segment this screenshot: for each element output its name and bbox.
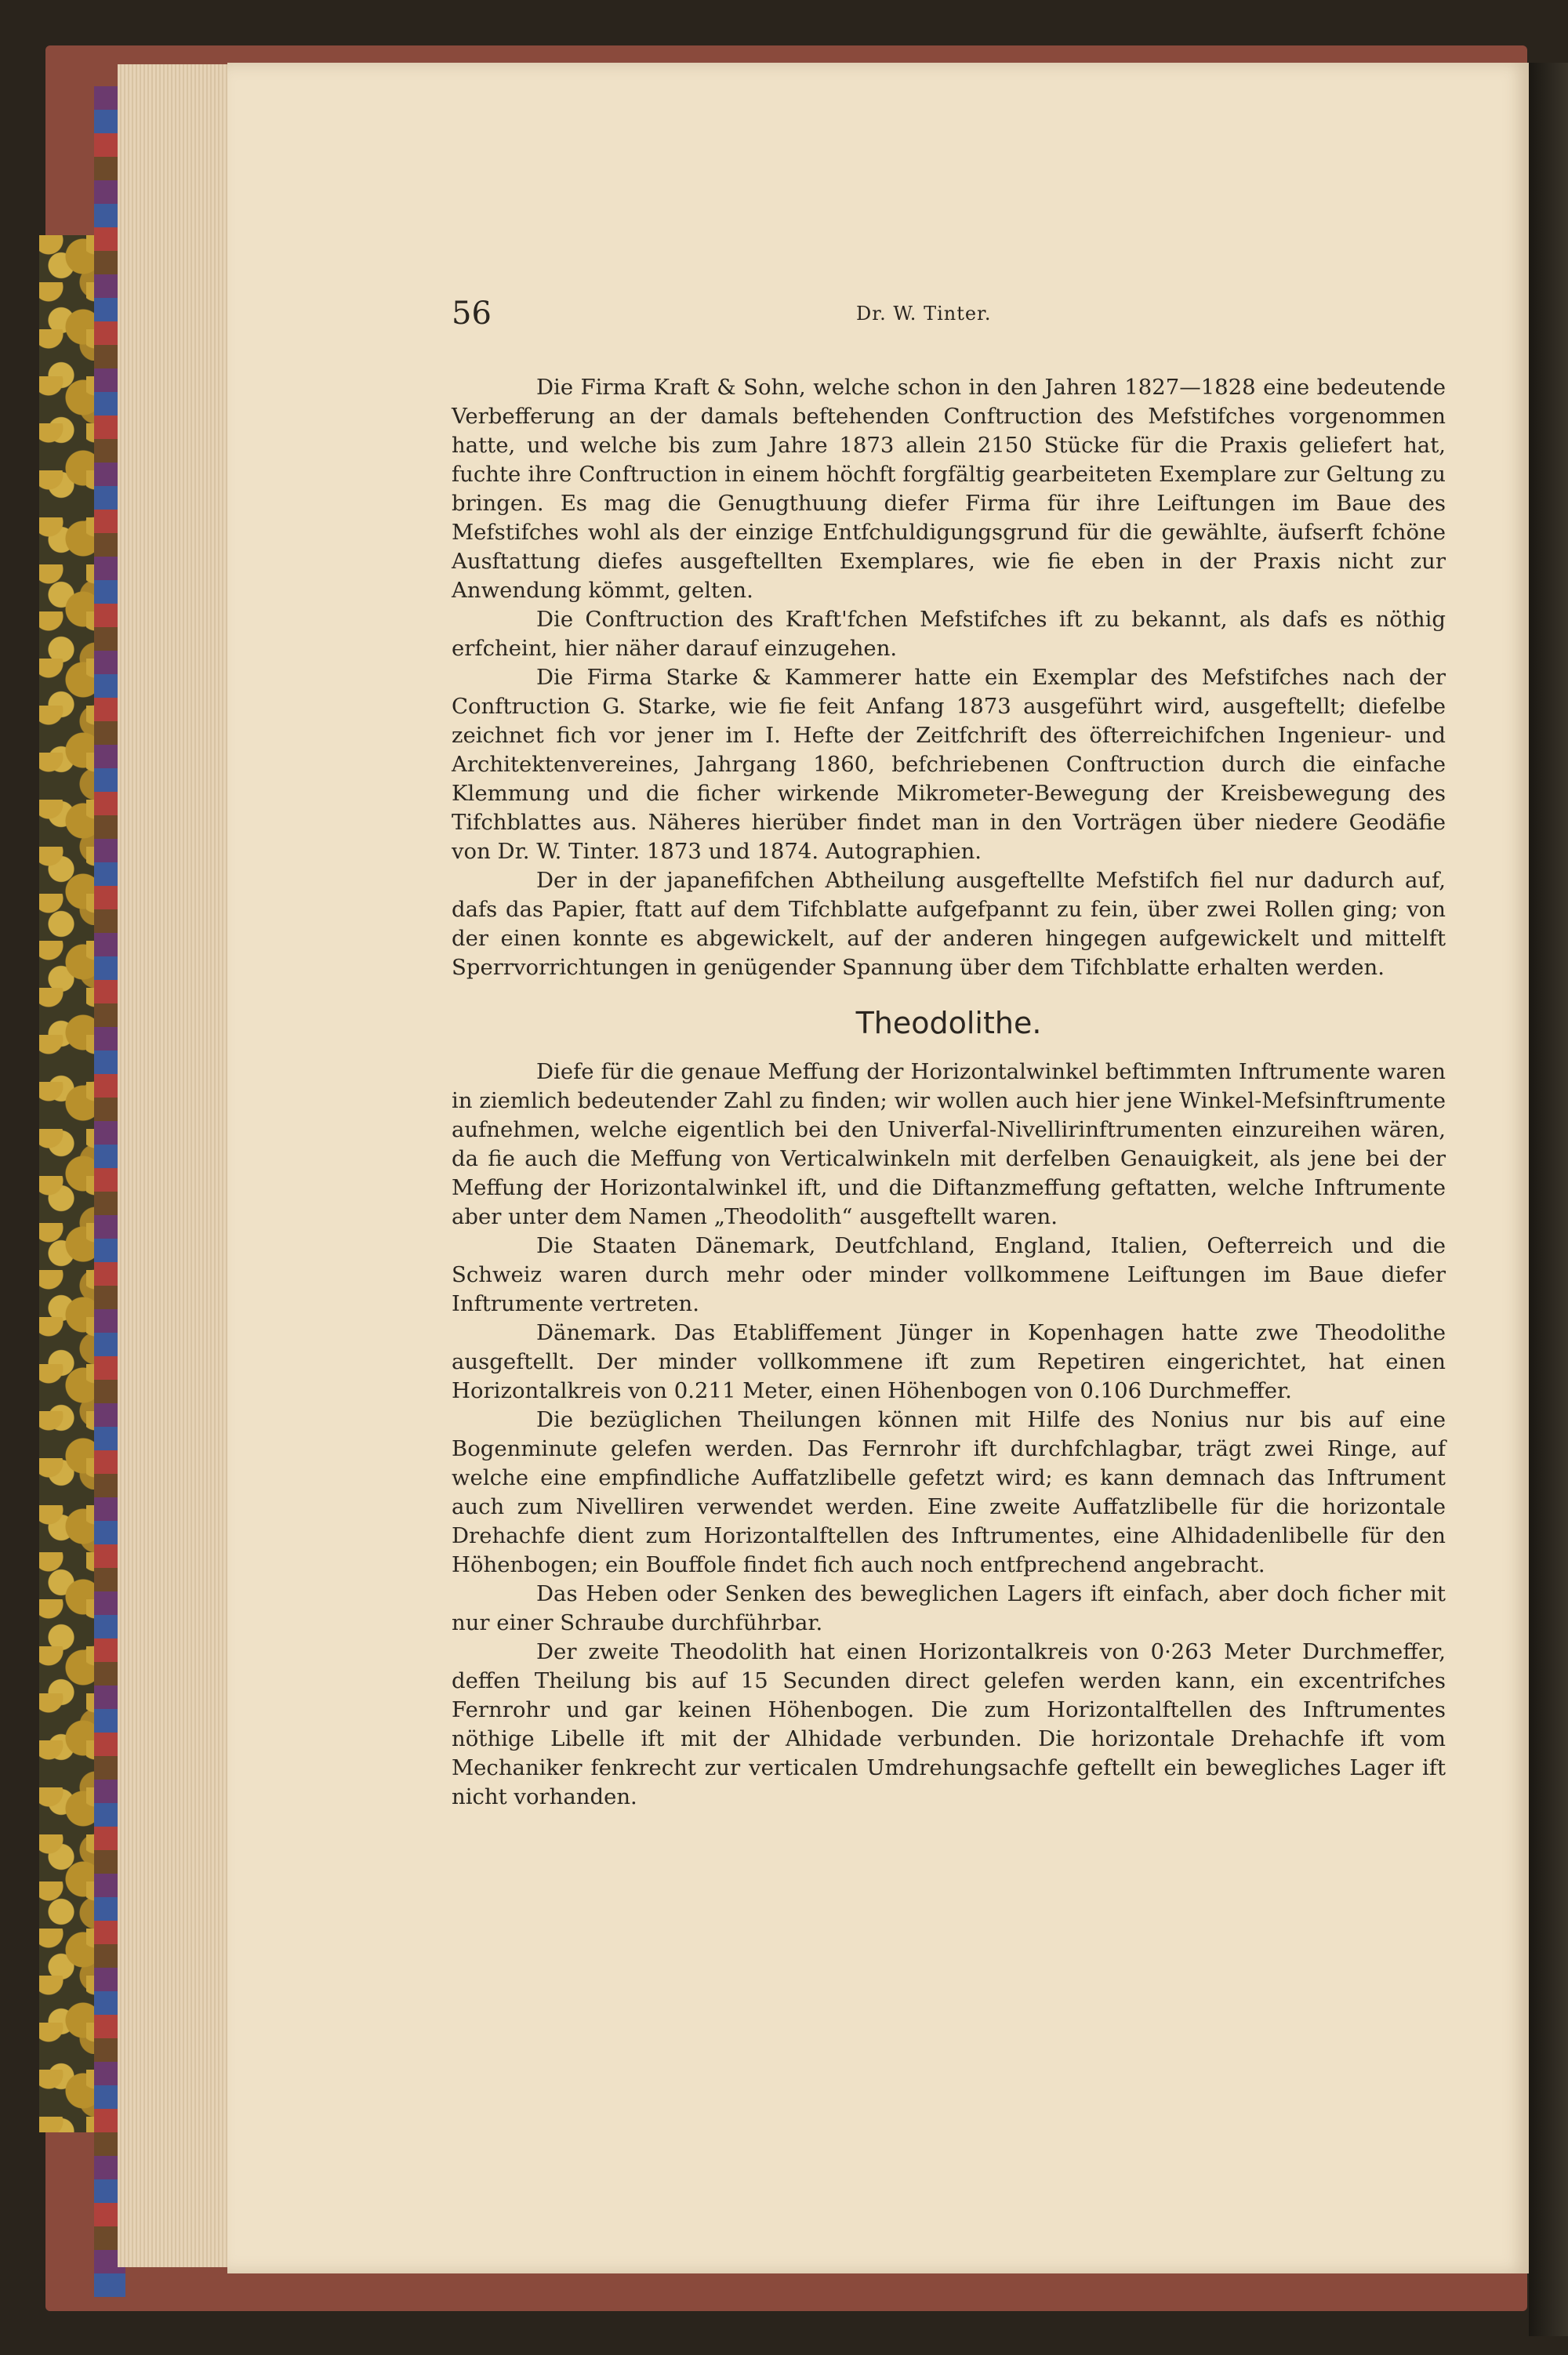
book-right-edge	[1529, 63, 1568, 2336]
paragraph: Der in der japanefifchen Abtheilung ausgeftellte Mefstifch fiel nur dadurch auf, dafs das Papier, ftatt auf dem Tifchblatte aufgefpannt zu fein, über zwei Rollen ging; von der einen konnte es abgewickelt, auf der anderen hingegen aufgewickelt und mittelft Sperrvorrichtungen in genügender Spannung über dem Tifchblatte erhalten werden.	[452, 868, 1446, 980]
page-number: 56	[452, 296, 492, 332]
paragraph: Die bezüglichen Theilungen können mit Hilfe des Nonius nur bis auf eine Bogenminute gelefen werden. Das Fernrohr ift durchfchlagbar, trägt zwei Ringe, auf welche eine empfindliche Auffatzlibelle gefetzt wird; es kann demnach das Inftrument auch zum Nivelliren verwendet werden. Eine zweite Auffatzlibelle für die horizontale Drehachfe dient zum Horizontalftellen des Inftrumentes, eine Alhidadenlibelle für den Höhenbogen; ein Bouffole findet fich auch noch entfprechend angebracht.	[452, 1407, 1446, 1577]
paragraph: Die Firma Kraft & Sohn, welche schon in den Jahren 1827—1828 eine bedeutende Verbefferung an der damals beftehenden Conftruction des Mefstifches vorgenommen hatte, und welche bis zum Jahre 1873 allein 2150 Stücke für die Praxis geliefert hat, fuchte ihre Conftruction in einem höchft forgfältig gearbeiteten Exemplare zur Geltung zu bringen. Es mag die Genugthuung diefer Firma für ihre Leiftungen im Baue des Mefstifches wohl als der einzige Entfchuldigungsgrund für die gewählte, äufserft fchöne Ausftattung diefes ausgeftellten Exemplares, wie fie eben in der Praxis nicht zur Anwendung kömmt, gelten.	[452, 375, 1446, 603]
paragraph: Die Conftruction des Kraft'fchen Mefstifches ift zu bekannt, als dafs es nöthig erfcheint, hier näher darauf einzugehen.	[452, 607, 1446, 661]
body-text	[452, 373, 1446, 1812]
paragraph: Die Staaten Dänemark, Deutfchland, England, Italien, Oefterreich und die Schweiz waren durch mehr oder minder vollkommene Leiftungen im Baue diefer Inftrumente vertreten.	[452, 1233, 1446, 1316]
paragraph: Dänemark. Das Etabliffement Jünger in Kopenhagen hatte zwe Theodolithe ausgeftellt. Der minder vollkommene ift zum Repetiren eingerichtet, hat einen Horizontalkreis von 0.211 Meter, einen Höhenbogen von 0.106 Durchmeffer.	[452, 1320, 1446, 1403]
paragraph: Diefe für die genaue Meffung der Horizontalwinkel beftimmten Inftrumente waren in ziemlich bedeutender Zahl zu finden; wir wollen auch hier jene Winkel-Mefsinftrumente aufnehmen, welche eigentlich bei den Univerfal-Nivellirinftrumenten einzureihen wären, da fie auch die Meffung von Verticalwinkeln mit derfelben Genauigkeit, als jene bei der Meffung der Horizontalwinkel ift, und die Diftanzmeffung geftatten, welche Inftrumente aber unter dem Namen „Theodolith“ ausgeftellt waren.	[452, 1059, 1446, 1229]
paragraph: Der zweite Theodolith hat einen Horizontalkreis von 0·263 Meter Durchmeffer, deffen Theilung bis auf 15 Secunden direct gelefen werden kann, ein excentrifches Fernrohr und gar keinen Höhenbogen. Die zum Horizontalftellen des Inftrumentes nöthige Libelle ift mit der Alhidade verbunden. Die horizontale Drehachfe ift vom Mechaniker fenkrecht zur verticalen Umdrehungsachfe geftellt ein bewegliches Lager ift nicht vorhanden.	[452, 1639, 1446, 1809]
running-head: Dr. W. Tinter.	[856, 303, 992, 325]
paragraph: Die Firma Starke & Kammerer hatte ein Exemplar des Mefstifches nach der Conftruction G. Starke, wie fie feit Anfang 1873 ausgeführt wird, ausgeftellt; diefelbe zeichnet fich vor jener im I. Hefte der Zeitfchrift des öfterreichifchen Ingenieur- und Architektenvereines, Jahrgang 1860, befchriebenen Conftruction durch die einfache Klemmung und die ficher wirkende Mikrometer-Bewegung der Kreisbewegung des Tifchblattes aus. Näheres hierüber findet man in den Vorträgen über niedere Geodäfie von Dr. W. Tinter. 1873 und 1874. Autographien.	[452, 665, 1446, 864]
page-edges	[118, 64, 235, 2267]
page-content	[452, 292, 1446, 1812]
section-title: Theodolithe.	[855, 1006, 1042, 1040]
page-header	[452, 292, 1446, 339]
paragraph: Das Heben oder Senken des beweglichen Lagers ift einfach, aber doch ficher mit nur einer Schraube durchführbar.	[452, 1581, 1446, 1635]
